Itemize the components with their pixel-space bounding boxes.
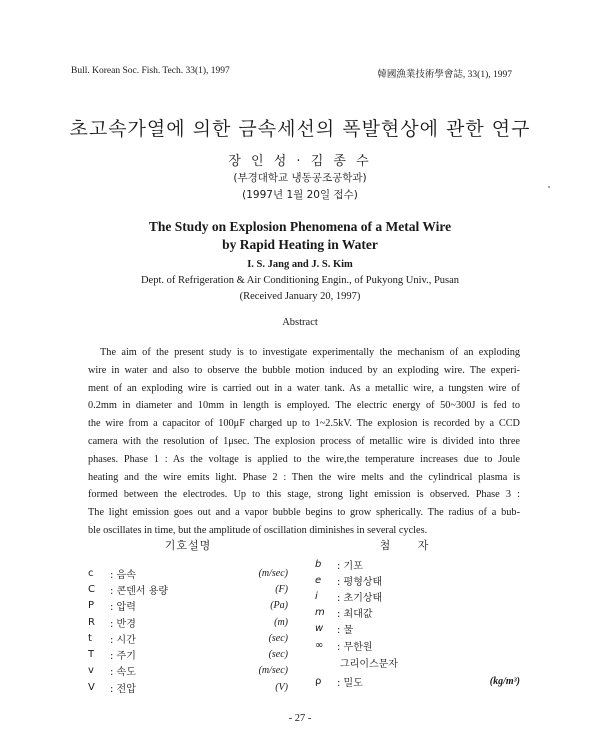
nomenclature-description: : 주기 — [110, 651, 136, 663]
nomenclature-description: : 콘덴서 용량 — [110, 585, 169, 597]
english-authors: I. S. Jang and J. S. Kim — [247, 259, 353, 270]
nomenclature-description: : 압력 — [110, 602, 136, 614]
subscript-description: : 기포 — [337, 560, 363, 572]
nomenclature-row — [88, 646, 288, 662]
abstract-heading: Abstract — [282, 317, 318, 328]
subscript-symbol: i — [315, 590, 318, 602]
greek-description: : 밀도 — [337, 678, 363, 689]
korean-received-date: (1997년 1월 20일 접수) — [242, 189, 358, 201]
nomenclature-symbol: t — [88, 632, 92, 644]
nomenclature-unit: (Pa) — [270, 600, 288, 612]
subscript-description: : 물 — [337, 625, 354, 637]
journal-header-right: 韓國漁業技術學會誌, 33(1), 1997 — [377, 70, 512, 80]
abstract-line: the wire from a capacitor of 100μF charged up to 1~2.5kV. The explosion is recorded by a CCD — [88, 418, 520, 430]
scan-speck — [548, 186, 550, 188]
abstract-body — [88, 344, 520, 540]
nomenclature-description: : 시간 — [110, 634, 136, 646]
greek-letters-title: 그리이스문자 — [340, 659, 398, 670]
nomenclature-symbol: V — [88, 681, 95, 693]
subscript-description: : 초기상태 — [337, 592, 383, 604]
abstract-line: phases. Phase 1 : As the voltage is applied to the wire,the temperature increases due to Joule — [88, 453, 520, 465]
subscript-row — [315, 556, 520, 572]
nomenclature-row — [88, 614, 288, 630]
subscript-description: : 최대값 — [337, 609, 373, 621]
nomenclature-row — [88, 663, 288, 679]
subscript-row — [315, 572, 520, 588]
subscript-symbol: m — [315, 607, 325, 619]
subscript-row — [315, 621, 520, 637]
english-received-date: (Received January 20, 1997) — [239, 291, 361, 302]
subscript-row — [315, 605, 520, 621]
nomenclature-unit: (m) — [274, 616, 288, 628]
subscript-symbol: ∞ — [315, 639, 324, 651]
subscripts-title: 첨 자 — [379, 539, 441, 552]
nomenclature-row — [88, 630, 288, 646]
nomenclature-row — [88, 565, 288, 581]
english-title — [0, 218, 600, 254]
nomenclature-unit: (m/sec) — [258, 567, 288, 579]
nomenclature-description: : 음속 — [110, 569, 136, 581]
korean-title: 초고속가열에 의한 금속세선의 폭발현상에 관한 연구 — [69, 118, 531, 140]
nomenclature-description: : 전압 — [110, 683, 136, 695]
abstract-line: The aim of the present study is to investigate experimentally the mechanism of an exploding — [100, 347, 520, 358]
nomenclature-row — [88, 581, 288, 597]
nomenclature-list — [88, 565, 288, 695]
subscript-description: : 무한원 — [337, 641, 373, 653]
nomenclature-unit: (m/sec) — [258, 665, 288, 677]
abstract-line: wire in water and also to observe the bubble motion induced by an exploding wire. The experi- — [88, 364, 520, 376]
abstract-line: 0.2mm in diameter and 10mm in length is employed. The electric energy of 50~300J is fed to — [88, 400, 520, 412]
nomenclature-description: : 반경 — [110, 618, 136, 630]
abstract-line: The light emission goes out and a vapor bubble begins to grow spherically. The radius of a bub- — [88, 507, 520, 519]
nomenclature-symbol: R — [88, 616, 95, 628]
subscript-symbol: b — [315, 558, 322, 570]
english-title-line-1: The Study on Explosion Phenomena of a Metal Wire — [148, 219, 452, 234]
abstract-line: heating and the wire emits light. Phase 2 : Then the wire melts and the cylindrical plasma is — [88, 471, 520, 483]
journal-header-left: Bull. Korean Soc. Fish. Tech. 33(1), 1997 — [71, 66, 230, 76]
subscript-symbol: e — [315, 574, 322, 586]
nomenclature-symbol: C — [88, 583, 95, 595]
abstract-line: formed between the electrodes. Up to this stage, strong light emission is observed. Phase 3 : — [88, 489, 520, 501]
abstract-line: camera with the resolution of 1μsec. The explosion process of metallic wire is divided into three — [88, 435, 520, 447]
nomenclature-symbol: c — [88, 567, 94, 579]
subscript-row — [315, 637, 520, 653]
english-title-line-2: by Rapid Heating in Water — [222, 237, 378, 252]
nomenclature-unit: (sec) — [268, 649, 288, 661]
nomenclature-symbol: T — [88, 649, 95, 661]
nomenclature-title: 기호설명 — [164, 539, 212, 552]
greek-symbol: ρ — [315, 676, 322, 687]
page-number: - 27 - — [288, 713, 312, 724]
subscripts-list — [315, 556, 520, 653]
nomenclature-row — [88, 679, 288, 695]
korean-affiliation: (부경대학교 냉동공조공학과) — [233, 172, 367, 184]
nomenclature-unit: (sec) — [268, 632, 288, 644]
nomenclature-unit: (F) — [275, 583, 288, 595]
subscript-row — [315, 588, 520, 604]
nomenclature-unit: (V) — [275, 681, 288, 693]
korean-authors: 장 인 성 · 김 종 수 — [228, 154, 372, 169]
abstract-line: ment of an exploding wire is carried out in a water tank. As a metallic wire, a tungsten wire of — [88, 382, 520, 394]
nomenclature-row — [88, 598, 288, 614]
greek-letter-row — [315, 674, 520, 689]
nomenclature-symbol: P — [88, 600, 95, 612]
subscript-description: : 평형상태 — [337, 576, 383, 588]
subscript-symbol: w — [315, 623, 324, 635]
nomenclature-description: : 속도 — [110, 667, 136, 679]
abstract-line: ble oscillates in time, but the amplitude of oscillation diminishes in several cycles. — [88, 524, 428, 536]
nomenclature-symbol: v — [88, 665, 94, 677]
greek-unit: (kg/m³) — [489, 676, 520, 687]
english-affiliation: Dept. of Refrigeration & Air Conditioning Engin., of Pukyong Univ., Pusan — [140, 275, 460, 286]
